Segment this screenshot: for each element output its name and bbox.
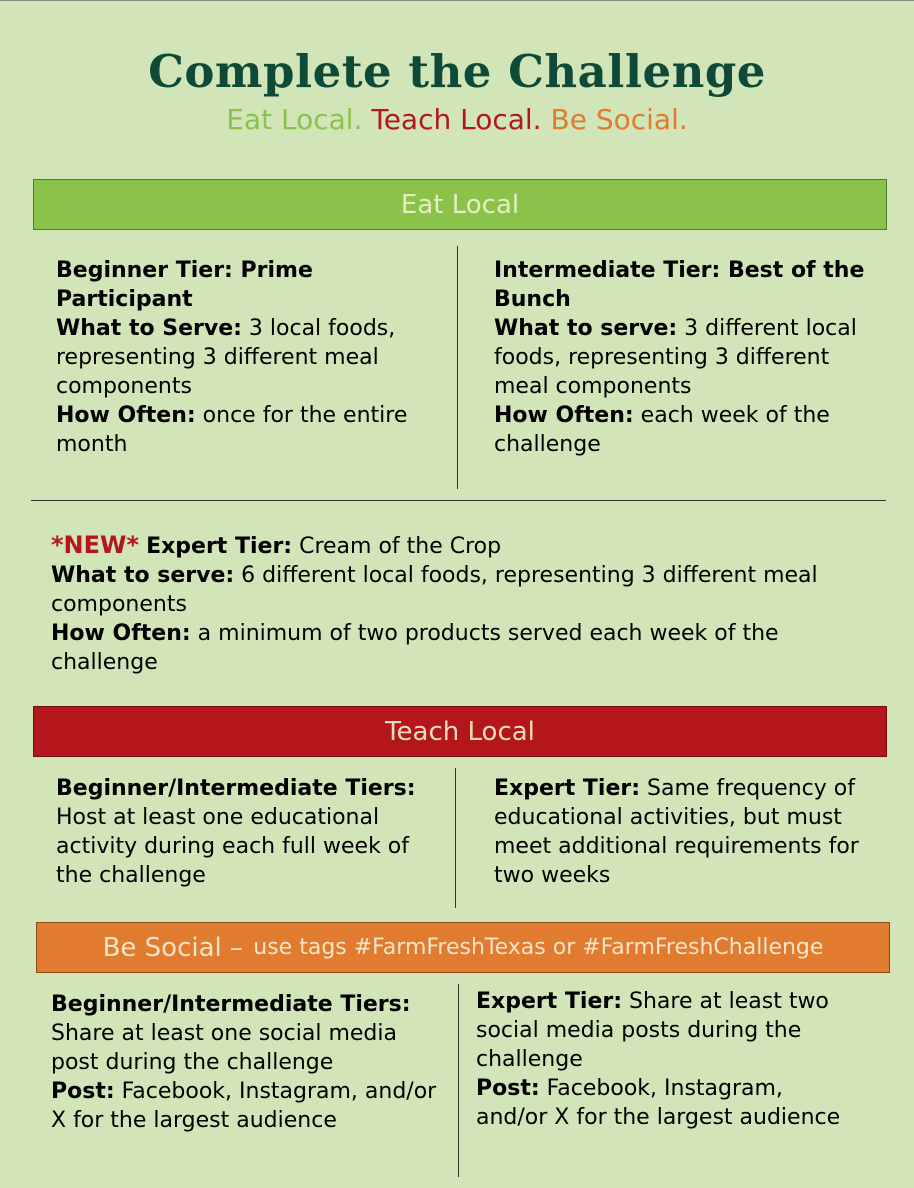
eat-intermediate-tier [494, 256, 874, 459]
eat-expert-tier-name: Cream of the Crop [292, 534, 502, 559]
social-column-divider [458, 984, 459, 1177]
social-expert-tier [476, 987, 856, 1132]
social-expert-text: Share at least two social media posts during the challenge [476, 989, 829, 1072]
page-title: Complete the Challenge [148, 45, 766, 98]
eat-beginner-tier [56, 256, 441, 459]
eat-intermediate-often-label: How Often: [494, 403, 634, 428]
social-beginner-tier [51, 990, 446, 1135]
eat-intermediate-often-text: each week of the challenge [494, 403, 830, 457]
social-expert-post-label: Post: [476, 1076, 540, 1101]
eat-expert-tier-label: Expert Tier: [146, 534, 293, 559]
social-expert-post-text: Facebook, Instagram, and/or X for the largest audience [476, 1076, 841, 1130]
page-subtitle [0, 103, 914, 136]
eat-expert-tier [51, 531, 871, 677]
teach-local-banner-label: Teach Local [385, 716, 535, 747]
eat-section-divider [31, 500, 886, 501]
be-social-banner-tags: use tags #FarmFreshTexas or #FarmFreshChallenge [253, 935, 824, 960]
social-beginner-text: Share at least one social media post during the challenge [51, 1021, 397, 1075]
subtitle-social: Be Social. [550, 103, 688, 136]
eat-expert-often-label: How Often: [51, 621, 191, 646]
eat-intermediate-serve-text: 3 different local foods, representing 3 different meal components [494, 316, 857, 399]
eat-expert-serve-text: 6 different local foods, representing 3 different meal components [51, 563, 818, 617]
new-badge: *NEW* [51, 531, 140, 559]
subtitle-teach: Teach Local. [371, 103, 542, 136]
eat-intermediate-heading: Intermediate Tier: Best of the Bunch [494, 258, 865, 312]
teach-local-banner [33, 706, 887, 757]
eat-beginner-heading: Beginner Tier: Prime Participant [56, 258, 313, 312]
teach-beginner-label: Beginner/Intermediate Tiers: [56, 776, 416, 801]
eat-beginner-often-text: once for the entire month [56, 403, 408, 457]
subtitle-eat: Eat Local. [226, 103, 363, 136]
eat-beginner-often-label: How Often: [56, 403, 196, 428]
eat-expert-often-text: a minimum of two products served each week of the challenge [51, 621, 779, 675]
eat-beginner-serve-text: 3 local foods, representing 3 different meal components [56, 316, 396, 399]
teach-beginner-text: Host at least one educational activity during each full week of the challenge [56, 805, 410, 888]
social-beginner-post-label: Post: [51, 1079, 115, 1104]
teach-expert-tier [494, 774, 869, 890]
eat-local-banner [33, 179, 887, 230]
eat-local-banner-label: Eat Local [400, 189, 520, 220]
be-social-banner [36, 922, 890, 973]
teach-expert-text: Same frequency of educational activities, but must meet additional requirements for two weeks [494, 776, 859, 888]
eat-beginner-serve-label: What to Serve: [56, 316, 242, 341]
be-social-banner-label: Be Social – [102, 932, 244, 963]
teach-expert-label: Expert Tier: [494, 776, 641, 801]
eat-column-divider [457, 246, 458, 489]
social-expert-label: Expert Tier: [476, 989, 623, 1014]
eat-expert-serve-label: What to serve: [51, 563, 235, 588]
eat-intermediate-serve-label: What to serve: [494, 316, 678, 341]
teach-column-divider [455, 768, 456, 908]
teach-beginner-tier [56, 774, 441, 890]
social-beginner-label: Beginner/Intermediate Tiers: [51, 992, 411, 1017]
social-beginner-post-text: Facebook, Instagram, and/or X for the largest audience [51, 1079, 437, 1133]
